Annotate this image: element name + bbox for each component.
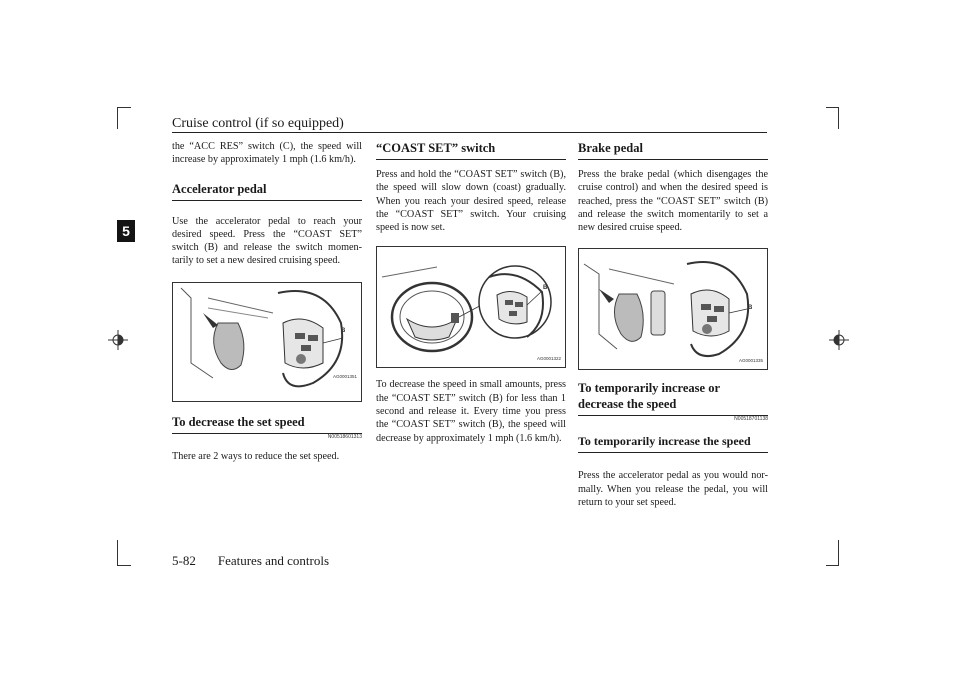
label-b: B [341,327,346,334]
crop-mark [838,107,839,129]
crop-mark [826,565,839,566]
heading-brake-pedal: Brake pedal [578,140,768,160]
col1-para1: Use the accelerator pedal to reach your desired speed. Press the “COAST SET” switch (B) and release the switch momen-tarily to set a new desired cruising speed. [172,215,362,267]
col2-para1: Press and hold the “COAST SET” switch (B), the speed will slow down (coast) gradually. When you reach your desired speed, release the “COAST SET” switch. Your cruising speed is now set. [376,169,566,234]
label-b: B [748,305,753,312]
column-3 [578,140,768,509]
col1-intro: the “ACC RES” switch (C), the speed will increase by approximately 1 mph (1.6 km/h). [172,141,362,166]
page-footer [172,553,351,569]
figure-code: AG0001351 [332,373,357,379]
column-1 [172,140,362,463]
page-number: 5-82 [172,553,196,568]
figure-code: AG0001322 [536,356,561,362]
heading-decrease-speed: To decrease the set speed [172,414,362,434]
column-2 [376,140,566,445]
col2-para2: To decrease the speed in small amounts, press the “COAST SET” switch (B) for less than 1 second and release it. Every time you press the “COAST SET” switch (B), the speed will decrease by approximately 1 mph (1.6 km/h). [376,379,566,444]
figure-accelerator-pedal [172,282,362,402]
col3-para2: Press the accelerator pedal as you would nor-mally. When you release the pedal, you will return to your set speed. [578,470,768,509]
ref-code: N00518701138 [734,416,768,423]
ref-code: N00518601313 [327,433,362,440]
crop-mark [826,107,839,108]
heading-coast-set-switch: “COAST SET” switch [376,140,566,160]
header-rule [172,132,767,133]
subheading-temporarily-increase: To temporarily increase the speed [578,434,768,453]
page-header-title: Cruise control (if so equipped) [172,116,344,131]
crop-mark [117,107,118,129]
crop-mark [838,540,839,565]
figure-brake-pedal [578,248,768,370]
col1-para2: There are 2 ways to reduce the set speed. [172,450,340,462]
footer-section: Features and controls [217,553,330,568]
col3-para1: Press the brake pedal (which disengages the cruise control) and when the desired speed is reached, press the “COAST SET” switch (B) and release the switch momentarily to set a new desired cruise speed. [578,169,768,234]
crop-mark [117,107,131,108]
figure-code: AG0001335 [738,358,763,364]
heading-accelerator-pedal: Accelerator pedal [172,181,362,201]
crop-mark [117,565,131,566]
registration-mark-left [108,330,128,350]
label-b: B [543,285,548,292]
heading-temporarily-increase-decrease: To temporarily increase or decrease the speed [578,380,768,416]
registration-mark-right [829,330,849,350]
crop-mark [117,540,118,565]
figure-coast-set-switch [376,246,566,368]
chapter-tab: 5 [117,220,135,242]
